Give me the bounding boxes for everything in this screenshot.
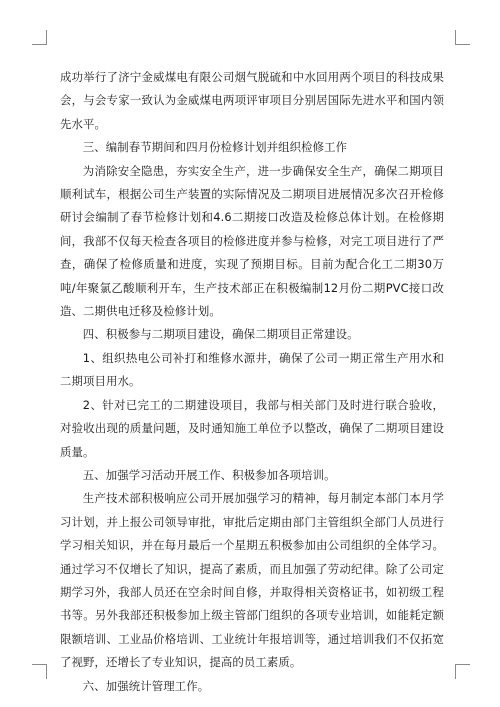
crop-mark-top-left xyxy=(32,30,47,45)
document-body xyxy=(60,66,444,698)
list-item-1: 1、组织热电公司补打和维修水源井，确保了公司一期正常生产用水和二期项目用水。 xyxy=(60,350,444,389)
paragraph-training: 生产技术部积极响应公司开展加强学习的精神，每月制定本部门本月学习计划，并上报公司领导审批，审批后定期由部门主管组织全部门人员进行学习相关知识，并在每月最后一个星期五积极参加由公司组织的全体学习。通过学习不仅增长了知识，提高了素质，而且加强了劳动纪律。除了公司定期学习外，我部人员还在空余时间自修，并取得相关资格证书，如初级工程书等。另外我部还积极参加上级主管部门组织的各项专业培训，如能耗定额限额培训、工业品价格培训、工业统计年报培训等，通过培训我们不仅拓宽了视野，还增长了专业知识，提高的员工素质。 xyxy=(60,491,444,670)
paragraph-continuation: 成功举行了济宁金威煤电有限公司烟气脱硫和中水回用两个项目的科技成果会，与会专家一致认为金威煤电两项评审项目分别居国际先进水平和国内领先水平。 xyxy=(60,70,444,131)
crop-mark-bottom-right xyxy=(455,664,470,679)
crop-mark-bottom-left xyxy=(32,664,47,679)
list-item-2: 2、针对已完工的二期建设项目，我部与相关部门及时进行联合验收，对验收出现的质量问题，及时通知施工单位予以整改，确保了二期项目建设质量。 xyxy=(60,397,444,459)
section-heading-3: 三、编制春节期间和四月份检修计划并组织检修工作 xyxy=(82,140,348,155)
section-heading-6: 六、加强统计管理工作。 xyxy=(82,678,210,693)
section-heading-4: 四、积极参与二期项目建设，确保二期项目正常建设。 xyxy=(82,327,359,342)
paragraph-maintenance: 为消除安全隐患，夯实安全生产，进一步确保安全生产，确保二期项目顺利试车，根据公司生产装置的实际情况及二期项目进展情况多次召开检修研讨会编制了春节检修计划和4.6二期接口改造及检修总体计划。在检修期间，我部不仅每天检查各项目的检修进度并参与检修，对完工项目进行了严查，确保了检修质量和进度，实现了预期目标。目前为配合化工二期30万吨/年聚氯乙酸顺利开车，生产技术部正在积极编制12月份二期PVC接口改造、二期供电迁移及检修计划。 xyxy=(60,163,444,319)
section-heading-5: 五、加强学习活动开展工作、积极参加各项培训。 xyxy=(82,467,336,482)
crop-mark-top-right xyxy=(455,30,470,45)
